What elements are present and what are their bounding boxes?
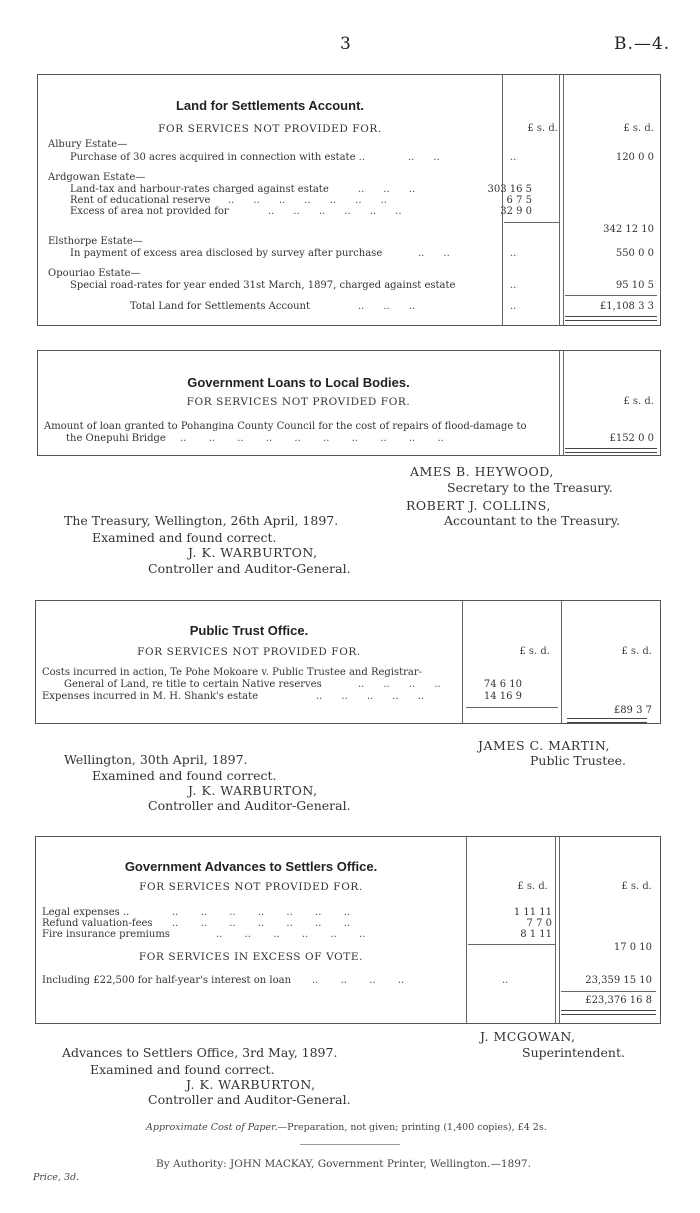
advances-subtotal: 17 0 10 bbox=[613, 942, 652, 953]
double-rule bbox=[565, 316, 657, 321]
leader-dots: .. .. .. .. .. .. bbox=[268, 206, 402, 217]
advances-subtitle-2: FOR SERVICES IN EXCESS OF VOTE. bbox=[138, 951, 364, 963]
trust-col-header-1: £ s. d. bbox=[519, 646, 550, 657]
opouriao-item: Special road-rates for year ended 31st March, 1897, charged against estate bbox=[70, 280, 456, 291]
land-subtitle: FOR SERVICES NOT PROVIDED FOR. bbox=[158, 123, 382, 135]
double-rule bbox=[565, 448, 657, 453]
ardgowan-item: Land-tax and harbour-rates charged against estate bbox=[70, 184, 329, 195]
subtotal-rule bbox=[468, 944, 555, 945]
leader-dots: .. .. .. .. bbox=[312, 975, 405, 986]
land-total-label: Total Land for Settlements Account bbox=[130, 301, 311, 312]
advances-item: Refund valuation-fees bbox=[42, 918, 153, 929]
opouriao-estate: Opouriao Estate— bbox=[48, 268, 141, 279]
treasury-auditor-name: J. K. WARBURTON, bbox=[188, 545, 318, 560]
loans-line-2-wrap bbox=[44, 433, 166, 444]
loans-subtitle: FOR SERVICES NOT PROVIDED FOR. bbox=[186, 396, 411, 408]
trust-auditor-title: Controller and Auditor-General. bbox=[148, 798, 351, 813]
land-settlements-table bbox=[37, 74, 661, 326]
ardgowan-item: Rent of educational reserve bbox=[70, 195, 211, 206]
trust-signer-title: Public Trustee. bbox=[530, 753, 627, 768]
leader-dots: .. .. .. bbox=[358, 301, 416, 312]
subtotal-rule bbox=[504, 222, 559, 223]
treasury-signer-1-name: AMES B. HEYWOOD, bbox=[410, 464, 554, 479]
elsthorpe-total: 550 0 0 bbox=[615, 248, 654, 259]
elsthorpe-item: In payment of excess area disclosed by survey after purchase bbox=[70, 248, 383, 259]
trust-amount-2: 14 16 9 bbox=[483, 691, 522, 702]
authority-line: By Authority: JOHN MACKAY, Government Printer, Wellington.—1897. bbox=[156, 1158, 531, 1170]
albury-item: Purchase of 30 acres acquired in connection with estate .. bbox=[70, 152, 366, 163]
trust-col-header-2: £ s. d. bbox=[621, 646, 652, 657]
loans-title: Government Loans to Local Bodies. bbox=[187, 375, 410, 390]
advances-col-header-2: £ s. d. bbox=[621, 881, 652, 892]
loans-line-2: the Onepuhi Bridge bbox=[66, 433, 166, 444]
trust-line-3: Expenses incurred in M. H. Shank's estate bbox=[42, 691, 259, 702]
page-number: 3 bbox=[340, 34, 351, 54]
leader-dots: .. bbox=[510, 248, 517, 259]
trust-examined: Examined and found correct. bbox=[92, 768, 277, 783]
trust-signer-name: JAMES C. MARTIN, bbox=[478, 738, 610, 753]
advances-subtitle: FOR SERVICES NOT PROVIDED FOR. bbox=[139, 881, 363, 893]
advances-place-date: Advances to Settlers Office, 3rd May, 1897. bbox=[62, 1045, 338, 1060]
trust-subtitle: FOR SERVICES NOT PROVIDED FOR. bbox=[137, 646, 361, 658]
advances-amount: 1 11 11 bbox=[513, 907, 552, 918]
leader-dots: .. .. .. .. .. .. .. bbox=[172, 918, 351, 929]
cost-of-paper bbox=[146, 1122, 547, 1133]
double-rule bbox=[561, 1010, 656, 1015]
leader-dots: .. bbox=[510, 280, 517, 291]
trust-auditor-name: J. K. WARBURTON, bbox=[188, 783, 318, 798]
leader-dots: .. .. .. .. bbox=[358, 679, 441, 690]
treasury-place-date: The Treasury, Wellington, 26th April, 1897. bbox=[64, 513, 339, 528]
leader-dots: .. .. bbox=[408, 152, 440, 163]
treasury-auditor-title: Controller and Auditor-General. bbox=[148, 561, 351, 576]
loans-total: £152 0 0 bbox=[609, 433, 654, 444]
advances-excess-label: Including £22,500 for half-year's interest on loan bbox=[42, 975, 292, 986]
treasury-examined: Examined and found correct. bbox=[92, 530, 277, 545]
leader-dots: .. .. .. .. .. .. .. .. .. .. bbox=[180, 433, 444, 444]
double-rule bbox=[567, 718, 647, 723]
land-grand-total: £1,108 3 3 bbox=[599, 301, 654, 312]
trust-line-2: General of Land, re title to certain Native reserves bbox=[64, 679, 322, 690]
trust-title: Public Trust Office. bbox=[189, 623, 309, 638]
advances-auditor-title: Controller and Auditor-General. bbox=[148, 1092, 351, 1107]
advances-amount: 7 7 0 bbox=[526, 918, 552, 929]
albury-estate: Albury Estate— bbox=[48, 139, 128, 150]
total-rule bbox=[565, 295, 657, 296]
leader-dots: .. .. bbox=[418, 248, 450, 259]
ardgowan-amount: 6 7 5 bbox=[506, 195, 532, 206]
price: Price, 3d. bbox=[33, 1172, 80, 1183]
advances-signer-name: J. MCGOWAN, bbox=[480, 1029, 576, 1044]
loans-col-header: £ s. d. bbox=[623, 396, 654, 407]
advances-table bbox=[35, 836, 661, 1024]
ardgowan-total: 342 12 10 bbox=[603, 224, 654, 235]
leader-dots: .. .. .. .. .. bbox=[316, 691, 425, 702]
treasury-signer-1-title: Secretary to the Treasury. bbox=[447, 480, 613, 495]
advances-signer-title: Superintendent. bbox=[522, 1045, 625, 1060]
trust-amount-1: 74 6 10 bbox=[483, 679, 522, 690]
cost-label: Approximate Cost of Paper. bbox=[146, 1122, 278, 1133]
total-rule bbox=[561, 991, 656, 992]
leader-dots: .. .. .. .. .. .. bbox=[216, 929, 366, 940]
leader-dots: .. .. .. bbox=[358, 184, 416, 195]
advances-amount: 8 1 11 bbox=[520, 929, 552, 940]
advances-col-header-1: £ s. d. bbox=[517, 881, 548, 892]
advances-title: Government Advances to Settlers Office. bbox=[124, 859, 378, 874]
ardgowan-amount: 303 16 5 bbox=[487, 184, 532, 195]
ardgowan-item: Excess of area not provided for bbox=[70, 206, 229, 217]
leader-dots: .. .. .. .. .. .. .. bbox=[172, 907, 351, 918]
footer-rule bbox=[300, 1144, 400, 1145]
trust-place-date: Wellington, 30th April, 1897. bbox=[64, 752, 248, 767]
advances-examined: Examined and found correct. bbox=[90, 1062, 275, 1077]
public-trust-table bbox=[35, 600, 661, 724]
land-col-header-1: £ s. d. bbox=[527, 123, 558, 134]
advances-item: Legal expenses .. bbox=[42, 907, 130, 918]
trust-line-1: Costs incurred in action, Te Pohe Mokoare v. Public Trustee and Registrar- bbox=[42, 667, 423, 678]
treasury-signer-2-name: ROBERT J. COLLINS, bbox=[406, 498, 551, 513]
elsthorpe-estate: Elsthorpe Estate— bbox=[48, 236, 143, 247]
ardgowan-estate: Ardgowan Estate— bbox=[48, 172, 146, 183]
advances-excess-amount: 23,359 15 10 bbox=[585, 975, 652, 986]
page-reference: B.—4. bbox=[614, 34, 671, 54]
opouriao-total: 95 10 5 bbox=[615, 280, 654, 291]
leader-dots: .. bbox=[510, 301, 517, 312]
albury-total: 120 0 0 bbox=[615, 152, 654, 163]
treasury-signer-2-title: Accountant to the Treasury. bbox=[444, 513, 621, 528]
advances-auditor-name: J. K. WARBURTON, bbox=[186, 1077, 316, 1092]
loans-table bbox=[37, 350, 661, 456]
leader-dots: .. bbox=[510, 152, 517, 163]
land-title: Land for Settlements Account. bbox=[175, 98, 365, 113]
leader-dots: .. .. .. .. .. .. .. bbox=[228, 195, 387, 206]
advances-item: Fire insurance premiums bbox=[42, 929, 170, 940]
leader-dots: .. bbox=[502, 975, 509, 986]
trust-total: £89 3 7 bbox=[613, 705, 652, 716]
subtotal-rule bbox=[466, 707, 558, 708]
ardgowan-amount: 32 9 0 bbox=[500, 206, 532, 217]
advances-total: £23,376 16 8 bbox=[585, 995, 652, 1006]
loans-line-1: Amount of loan granted to Pohangina County Council for the cost of repairs of flood-damage to bbox=[44, 421, 527, 432]
cost-text: —Preparation, not given; printing (1,400 copies), £4 2s. bbox=[277, 1122, 547, 1133]
land-col-header-2: £ s. d. bbox=[623, 123, 654, 134]
